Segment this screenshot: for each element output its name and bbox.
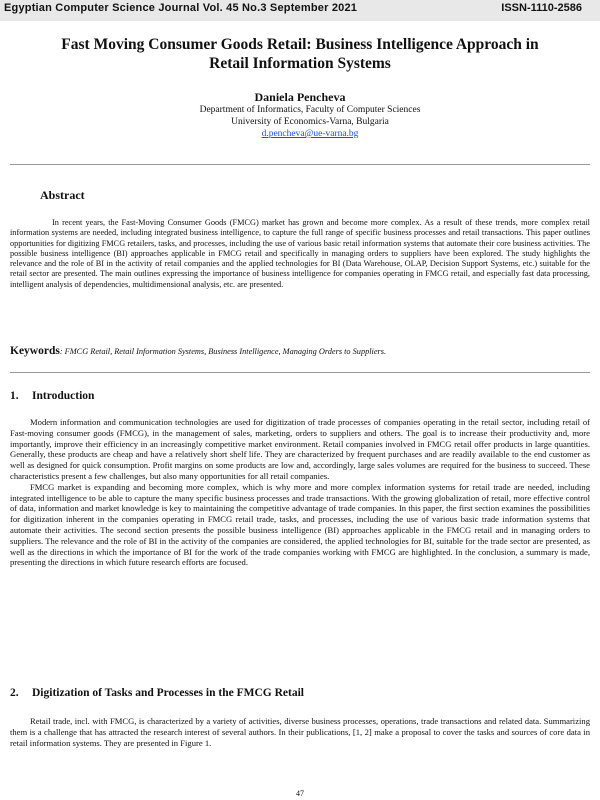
paragraph: Retail trade, incl. with FMCG, is characterized by a variety of activities, diverse business processes, operations, trade transactions and related data. Summarizing them is a challenge that has attracted the research interest of several authors. In their publications, [1, 2] make a proposal to cover the tasks and sources of core data in retail information systems. They are presented in Figure 1. [10, 716, 590, 748]
section-number: 2. [10, 687, 19, 699]
paragraph: Modern information and communication technologies are used for digitization of trade processes of companies operating in the retail sector, including retail of Fast-moving consumer goods (FMCG), in the management of sales, marketing, orders to suppliers and others. The goal is to increase their productivity and, more importantly, improve their efficiency in an increasingly competitive market environment. Retail companies involved in FMCG retail offer products in large quantities. Generally, these products are cheap and have a relatively short shelf life. They are characterized by frequent purchases and are readily available to the end customer as well as designed for quick consumption. Profit margins on some products are low and, accordingly, large sales volumes are required for the business to succeed. These characteristics present a few challenges, but also many opportunities for all retail companies. [10, 417, 590, 481]
section-title: Introduction [32, 390, 95, 402]
section-body [10, 716, 590, 748]
keywords [10, 345, 595, 357]
issn: ISSN-1110-2586 [501, 2, 582, 14]
journal-name: Egyptian Computer Science Journal Vol. 45 No.3 September 2021 [4, 2, 358, 14]
author-university: University of Economics-Varna, Bulgaria [231, 117, 389, 127]
section-number: 1. [10, 390, 19, 402]
author-email-link[interactable]: d.pencheva@ue-varna.bg [261, 129, 359, 139]
author-department: Department of Informatics, Faculty of Computer Sciences [199, 105, 421, 115]
page-number: 47 [296, 789, 304, 798]
section-heading [10, 390, 94, 402]
divider [10, 372, 590, 373]
author-block [0, 90, 600, 140]
keywords-label: Keywords [10, 345, 60, 357]
abstract-heading: Abstract [40, 188, 85, 202]
section-body [10, 417, 590, 568]
paper-title: Fast Moving Consumer Goods Retail: Business Intelligence Approach in Retail Information Systems [61, 36, 539, 72]
journal-header [0, 0, 600, 21]
paragraph: FMCG market is expanding and becoming more complex, which is why more and more complex information systems for retail trade are needed, including integrated intelligence to be able to capture the many specific business processes and trade transactions. With the growing globalization of retail, more effective control of data, information and market knowledge is key to maintaining the competitive advantage of trade companies. In this paper, the first section examines the possibilities for digitization inherent in the companies operating in FMCG retail trade, tasks, and processes, including the use of various basic trade information systems that automate their activities. The second section presents the possible business intelligence (BI) approaches applicable in the FMCG retail and in managing orders to suppliers. The relevance and the role of BI in the activity of the companies are considered, the applied technologies for BI, suitable for the trade sector are presented, as well as the directions in which the importance of BI for the work of the trade companies working with FMCG are highlighted. In the conclusion, a summary is made, presenting the directions in which future research efforts are focused. [10, 481, 590, 568]
divider [10, 164, 590, 165]
keywords-text: : FMCG Retail, Retail Information Systems, Business Intelligence, Managing Orders to Suppliers. [59, 347, 387, 356]
abstract-text: In recent years, the Fast-Moving Consumer Goods (FMCG) market has grown and become more complex. As a result of these trends, more complex retail information systems are needed, including integrated business intelligence, to capture the full range of specific business processes and retail transactions. This paper outlines opportunities for digitizing FMCG retailers, tasks, and processes, including the use of various basic retail information systems that automate their core business activities. The possible business intelligence (BI) approaches applicable in FMCG retail and specifically in managing orders to suppliers have been explored. The study highlights the relevance and the role of BI in the activity of retail companies and the applied technologies for BI (Data Warehouse, OLAP, Decision Support Systems, etc.) suitable for the retail sector are presented. The main outlines expressing the importance of business intelligence for companies operating in FMCG retail, and especially fast data processing, intelligent analysis of dependencies, multidimensional analysis, etc. are presented. [10, 218, 590, 289]
section-heading [10, 687, 304, 699]
author-name: Daniela Pencheva [254, 90, 346, 104]
section-title: Digitization of Tasks and Processes in the FMCG Retail [32, 687, 304, 699]
